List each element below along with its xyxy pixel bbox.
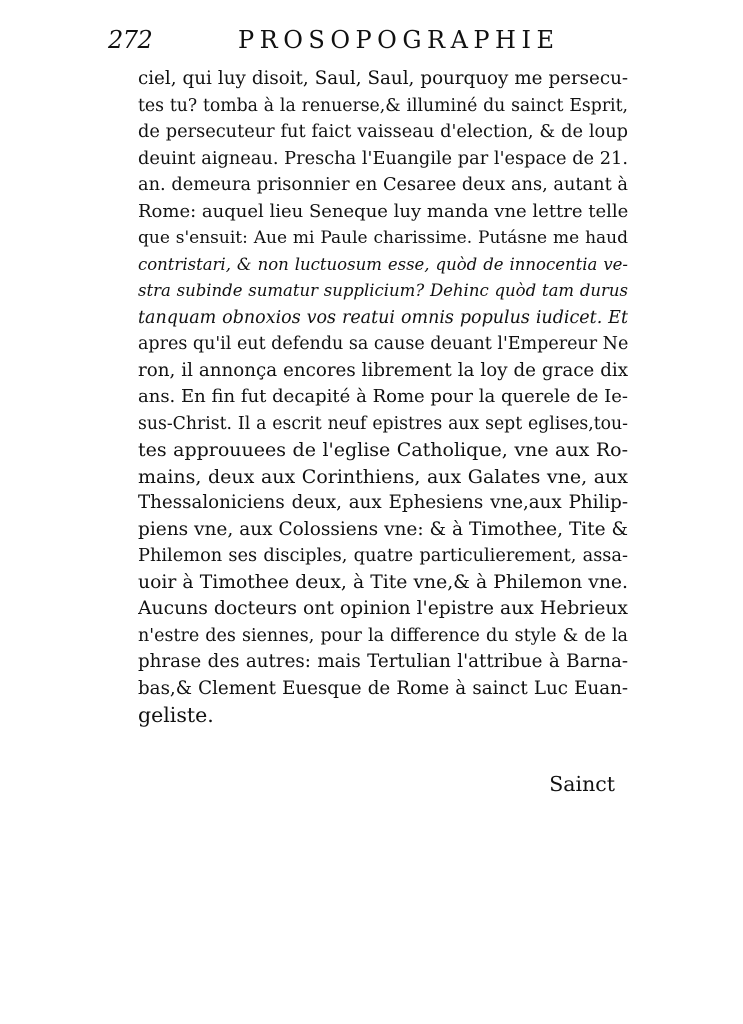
text-line: ron, il annonça encores librement la loy de grace dix xyxy=(138,359,628,381)
text-line: deuint aigneau. Prescha l'Euangile par l'espace de 21. xyxy=(138,148,628,169)
text-line: bas,& Clement Euesque de Rome à sainct Luc Euan- xyxy=(138,677,628,699)
text-line: que s'ensuit: Aue mi Paule charissime. Putásne me haud xyxy=(138,228,628,248)
body-text xyxy=(138,66,628,729)
running-title: PROSOPOGRAPHIE xyxy=(238,26,560,54)
text-line: phrase des autres: mais Tertulian l'attribue à Barna- xyxy=(138,651,628,672)
text-line: tes tu? tomba à la renuerse,& illuminé du sainct Esprit, xyxy=(138,95,628,116)
text-line: Aucuns docteurs ont opinion l'epistre aux Hebrieux xyxy=(138,598,628,619)
catchword: Sainct xyxy=(549,772,615,796)
text-line: Thessaloniciens deux, aux Ephesiens vne,aux Philip- xyxy=(138,492,628,513)
text-line: uoir à Timothee deux, à Tite vne,& à Philemon vne. xyxy=(138,571,628,593)
text-line: geliste. xyxy=(138,703,214,727)
page-number: 272 xyxy=(108,26,153,54)
latin-quote-line: tanquam obnoxios vos reatui omnis populus iudicet. Et xyxy=(138,307,628,328)
text-line: tes approuuees de l'eglise Catholique, vne aux Ro- xyxy=(138,439,628,461)
page-header xyxy=(108,24,628,58)
text-line: apres qu'il eut defendu sa cause deuant l'Empereur Ne xyxy=(138,334,628,354)
text-line: Rome: auquel lieu Seneque luy manda vne lettre telle xyxy=(138,200,628,222)
text-line: n'estre des siennes, pour la difference du style & de la xyxy=(138,625,628,646)
text-line: sus-Christ. Il a escrit neuf epistres aux sept eglises,tou- xyxy=(138,413,628,434)
text-line: piens vne, aux Colossiens vne: & à Timothee, Tite & xyxy=(138,518,628,540)
text-line: Philemon ses disciples, quatre particulierement, assa- xyxy=(138,546,628,566)
text-line: an. demeura prisonnier en Cesaree deux ans, autant à xyxy=(138,175,628,195)
text-line: ans. En fin fut decapité à Rome pour la querele de Ie- xyxy=(138,386,628,407)
text-line: de persecuteur fut faict vaisseau d'election, & de loup xyxy=(138,122,628,142)
text-line: ciel, qui luy disoit, Saul, Saul, pourquoy me persecu- xyxy=(138,68,628,89)
latin-quote-line: stra subinde sumatur supplicium? Dehinc quòd tam durus xyxy=(138,281,628,300)
latin-quote-line: contristari, & non luctuosum esse, quòd de innocentia ve- xyxy=(138,254,628,274)
text-line: mains, deux aux Corinthiens, aux Galates vne, aux xyxy=(138,465,628,488)
